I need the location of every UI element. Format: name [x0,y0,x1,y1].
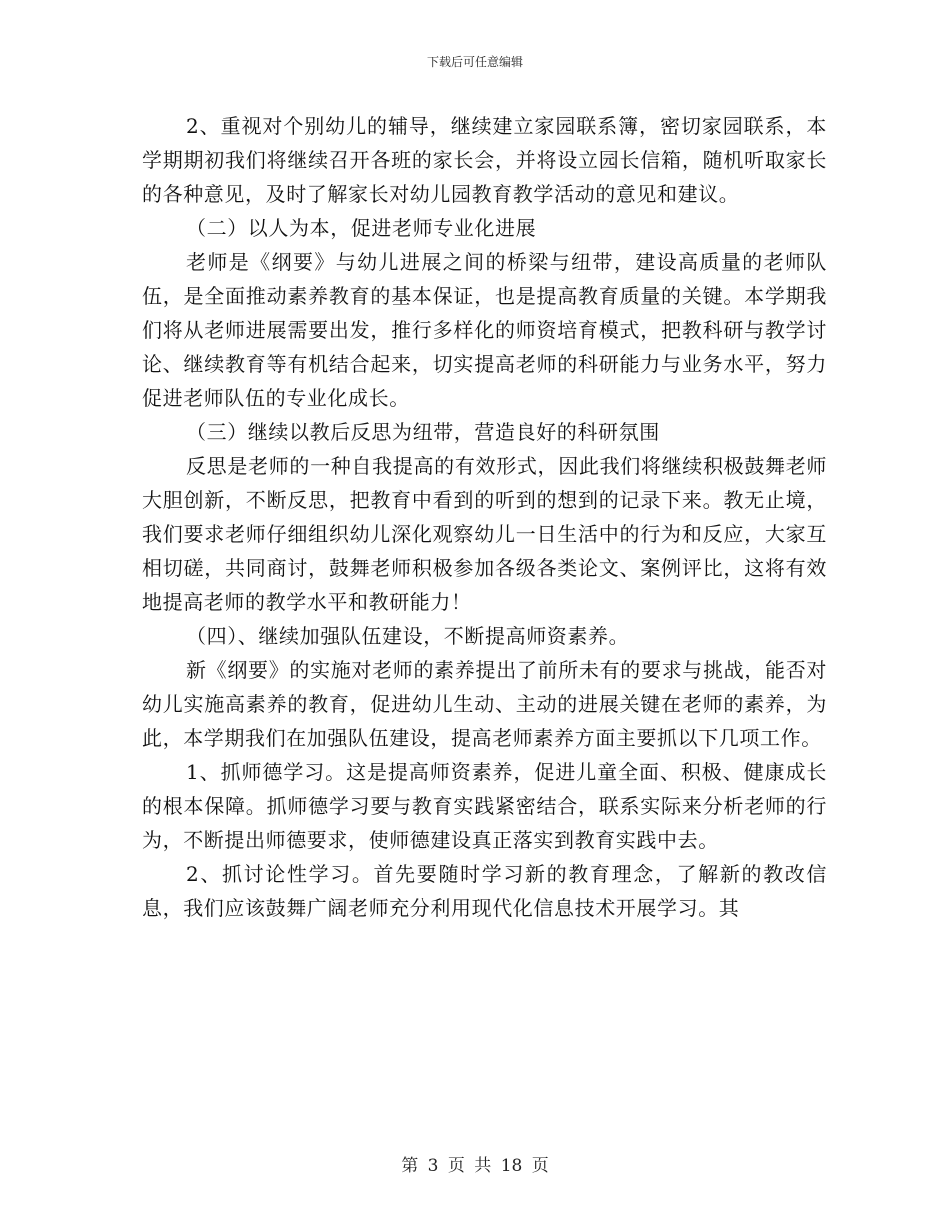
page-number: 第 3 页 共 18 页 [401,1156,549,1176]
paragraph-teacher-team: 老师是《纲要》与幼儿进展之间的桥梁与纽带，建设高质量的老师队伍，是全面推动素养教育的基本保证，也是提高教育质量的关键。本学期我们将从老师进展需要出发，推行多样化的师资培育模式，把教科研与教学讨论、继续教育等有机结合起来，切实提高老师的科研能力与业务水平，努力促进老师队伍的专业化成长。 [142,250,827,410]
section-heading-teacher-development: （二）以人为本，促进老师专业化进展 [186,216,537,240]
paragraph-home-school-contact: 2、重视对个别幼儿的辅导，继续建立家园联系簿，密切家园联系，本学期期初我们将继续召开各班的家长会，并将设立园长信箱，随机听取家长的各种意见，及时了解家长对幼儿园教育教学活动的意见和建议。 [142,114,827,206]
section-heading-team-building: （四）、继续加强队伍建设，不断提高师资素养。 [186,624,630,648]
section-heading-reflection: （三）继续以教后反思为纽带，营造良好的科研氛围 [186,420,660,444]
paragraph-discussion-study: 2、抓讨论性学习。首先要随时学习新的教育理念，了解新的教改信息，我们应该鼓舞广阔老师充分利用现代化信息技术开展学习。其 [142,862,827,920]
paragraph-team-building: 新《纲要》的实施对老师的素养提出了前所未有的要求与挑战，能否对幼儿实施高素养的教育，促进幼儿生动、主动的进展关键在老师的素养，为此，本学期我们在加强队伍建设，提高老师素养方面主要抓以下几项工作。 [142,658,827,750]
page-header: 下载后可任意编辑 [426,55,523,69]
document-body [142,109,827,925]
paragraph-ethics-study: 1、抓师德学习。这是提高师资素养，促进儿童全面、积极、健康成长的根本保障。抓师德学习要与教育实践紧密结合，联系实际来分析老师的行为，不断提出师德要求，使师德建设真正落实到教育实践中去。 [142,760,827,852]
paragraph-reflection: 反思是老师的一种自我提高的有效形式，因此我们将继续积极鼓舞老师大胆创新，不断反思，把教育中看到的听到的想到的记录下来。教无止境，我们要求老师仔细组织幼儿深化观察幼儿一日生活中的行为和反应，大家互相切磋，共同商讨，鼓舞老师积极参加各级各类论文、案例评比，这将有效地提高老师的教学水平和教研能力！ [142,454,827,614]
